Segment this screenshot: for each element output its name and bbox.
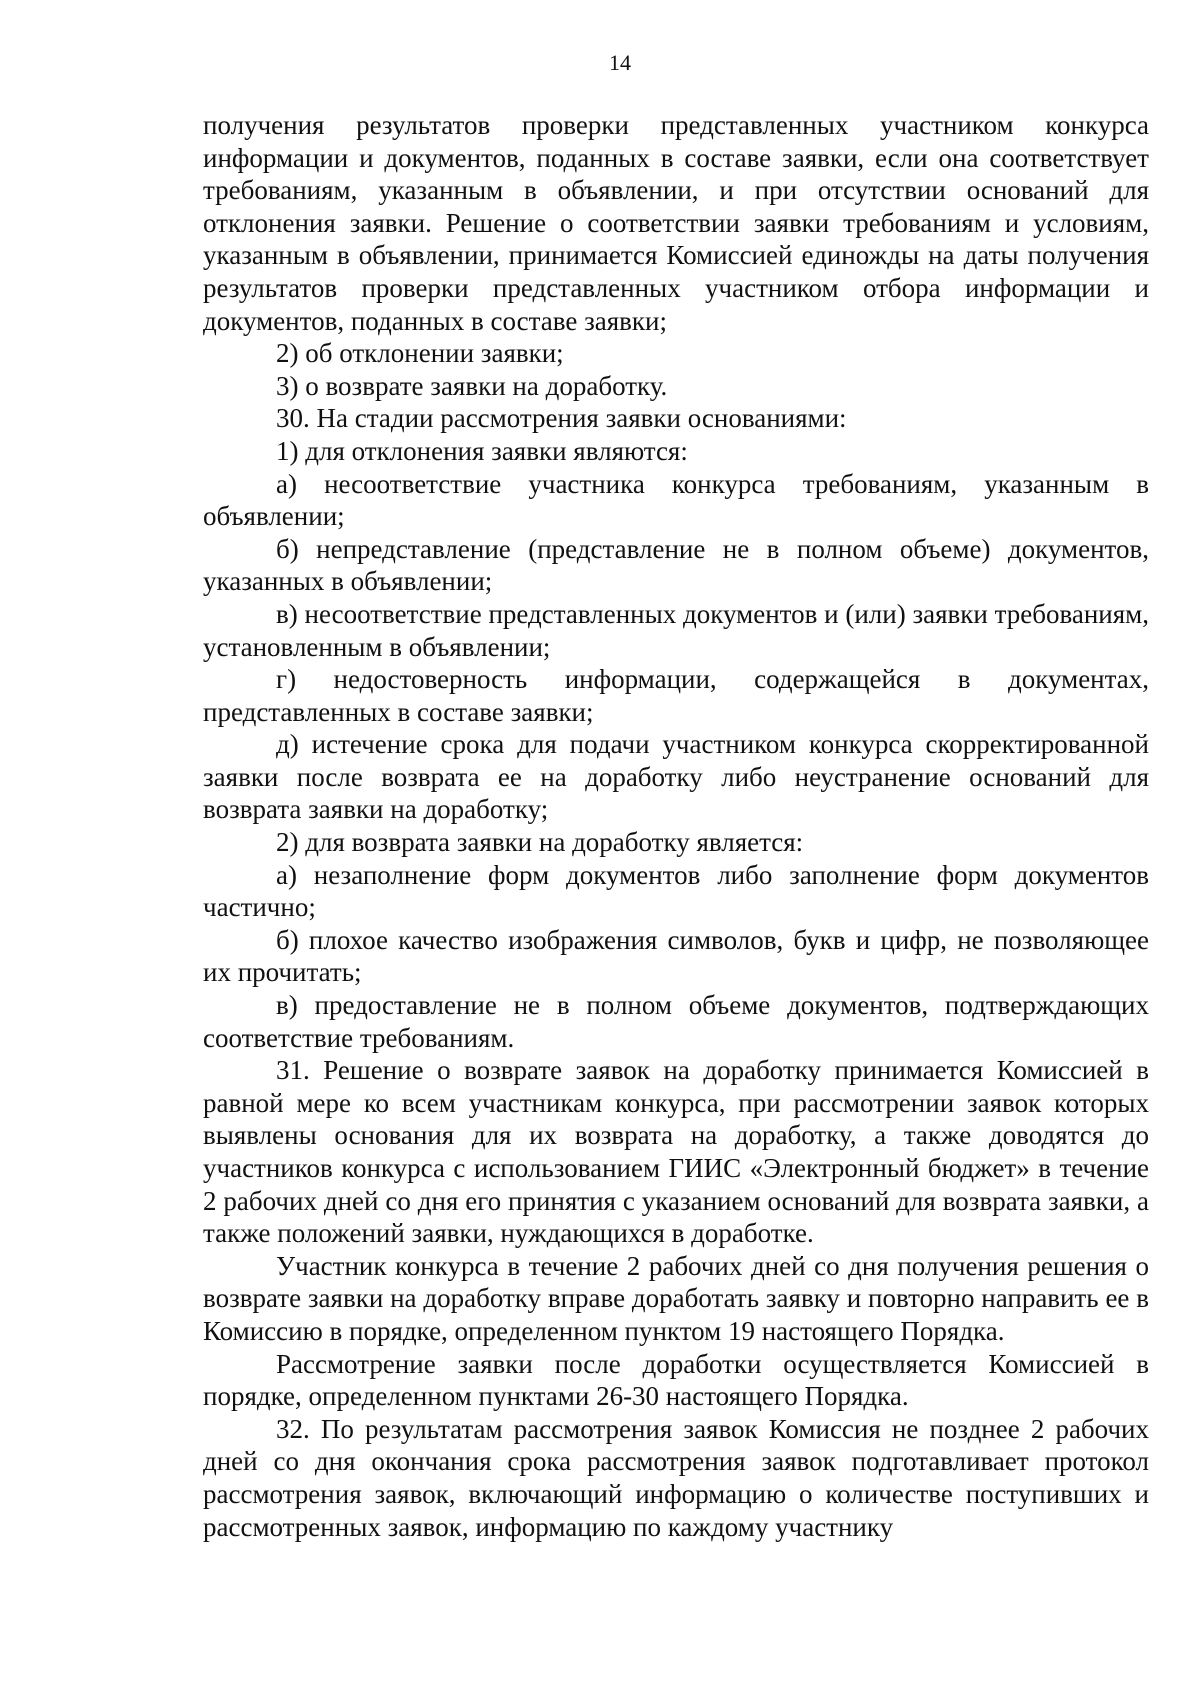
paragraph-item-3: 3) о возврате заявки на доработку. <box>276 370 668 401</box>
paragraph-subitem-a: а) несоответствие участника конкурса требованиям, указанным в объявлении; <box>203 468 1149 532</box>
paragraph-item-2-return: 2) для возврата заявки на доработку является: <box>276 827 804 858</box>
paragraph-continuation: получения результатов проверки представленных участником конкурса информации и документов, поданных в составе заявки, если она соответствует требованиям, указанным в объявлении, и при отсутствии оснований для отклонения заявки. Решение о соответствии заявки требованиям и условиям, указанным в объявлении, принимается Комиссией единожды на даты получения результатов проверки представленных участником отбора информации и документов, поданных в составе заявки; <box>203 110 1149 336</box>
paragraph-subitem-v: в) несоответствие представленных документов и (или) заявки требованиям, установленным в объявлении; <box>203 598 1149 662</box>
paragraph-return-subitem-a: а) незаполнение форм документов либо заполнение форм документов частично; <box>203 859 1149 923</box>
paragraph-return-subitem-b: б) плохое качество изображения символов, букв и цифр, не позволяющее их прочитать; <box>203 924 1149 988</box>
paragraph-subitem-d: д) истечение срока для подачи участником конкурса скорректированной заявки после возврата ее на доработку либо неустранение оснований для возврата заявки на доработку; <box>203 729 1149 825</box>
paragraph-subitem-b: б) непредставление (представление не в полном объеме) документов, указанных в объявлении; <box>203 533 1149 597</box>
paragraph-clause-31: 31. Решение о возврате заявок на доработку принимается Комиссией в равной мере ко всем участникам конкурса, при рассмотрении заявок которых выявлены основания для их возврата на доработку, а также доводятся до участников конкурса с использованием ГИИС «Электронный бюджет» в течение 2 рабочих дней со дня его принятия с указанием оснований для возврата заявки, а также положений заявки, нуждающихся в доработке. <box>203 1055 1149 1249</box>
document-body <box>203 109 1149 1543</box>
paragraph-item-1-rejection: 1) для отклонения заявки являются: <box>276 435 688 466</box>
paragraph-review-after-rework: Рассмотрение заявки после доработки осуществляется Комиссией в порядке, определенном пунктами 26-30 настоящего Порядка. <box>203 1348 1149 1412</box>
paragraph-item-2: 2) об отклонении заявки; <box>276 338 564 369</box>
paragraph-participant-rework: Участник конкурса в течение 2 рабочих дней со дня получения решения о возврате заявки на доработку вправе доработать заявку и повторно направить ее в Комиссию в порядке, определенном пунктом 19 настоящего Порядка. <box>203 1250 1149 1346</box>
paragraph-return-subitem-v: в) предоставление не в полном объеме документов, подтверждающих соответствие требованиям. <box>203 990 1149 1053</box>
paragraph-clause-30: 30. На стадии рассмотрения заявки основаниями: <box>276 403 847 434</box>
paragraph-subitem-g: г) недостоверность информации, содержащейся в документах, представленных в составе заявки; <box>203 664 1149 727</box>
paragraph-clause-32: 32. По результатам рассмотрения заявок Комиссия не позднее 2 рабочих дней со дня окончания срока рассмотрения заявок подготавливает протокол рассмотрения заявок, включающий информацию о количестве поступивших и рассмотренных заявок, информацию по каждому участнику <box>203 1413 1149 1542</box>
page-number: 14 <box>609 50 631 75</box>
